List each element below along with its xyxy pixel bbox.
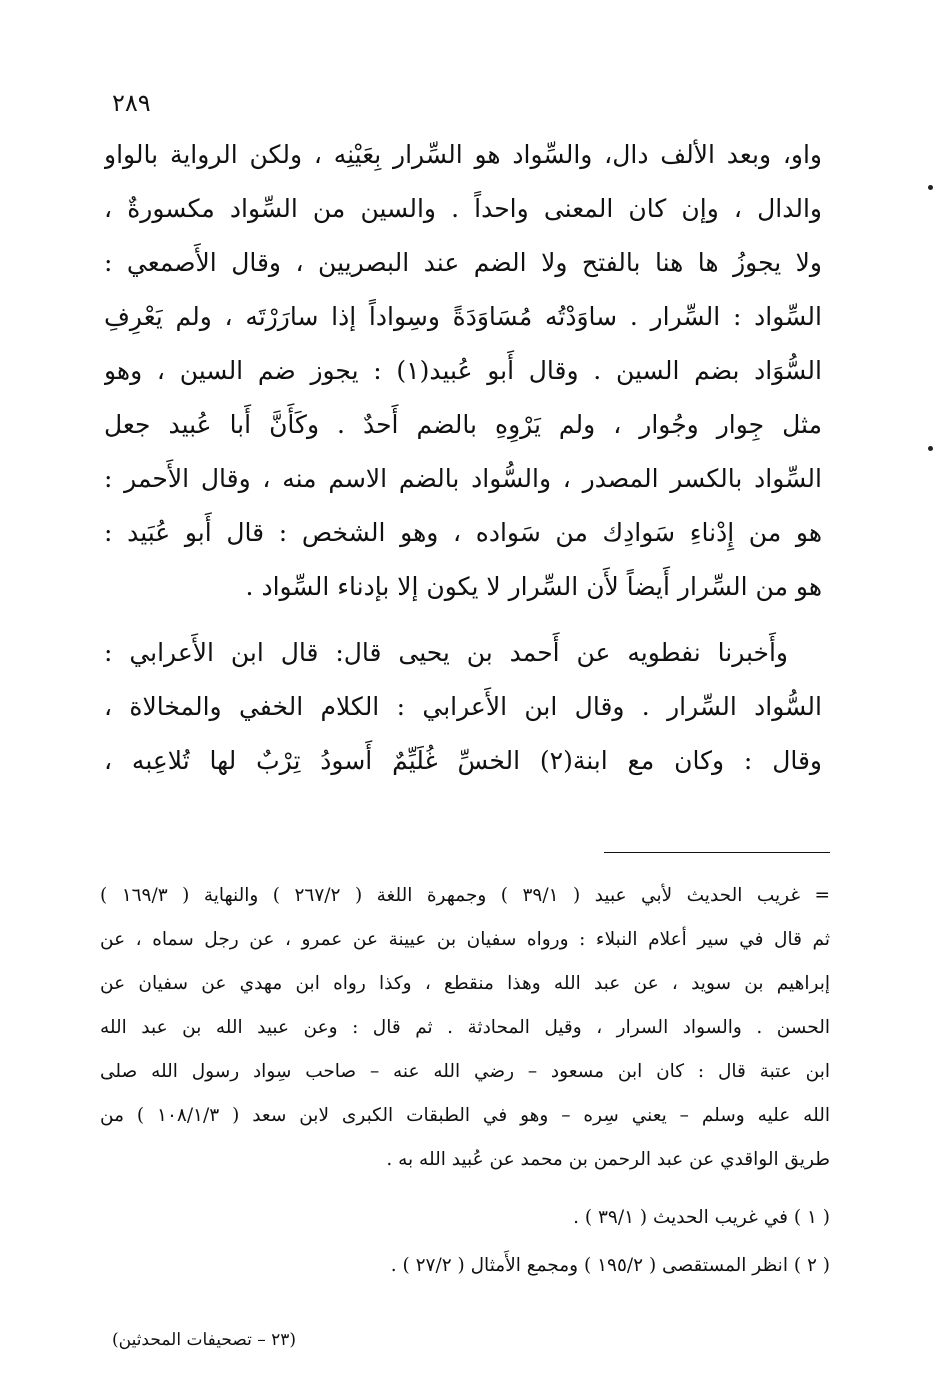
text-line: السُّوَاد بضم السين . وقال أَبو عُبيد(١) : يجوز ضم السين ، وهو [104,356,822,385]
footnote-separator [604,852,830,853]
footnotes-section [100,874,830,1288]
paragraph-gap [104,614,822,626]
note-line: ثم قال في سير أعلام النبلاء : ورواه سفيان بن عيينة عن عمرو ، عن رجل سماه ، عن [100,929,830,950]
page-number: ٢٨٩ [112,89,151,117]
text-line: ولا يجوزُ ها هنا بالفتح ولا الضم عند البصريين ، وقال الأَصمعي : [104,248,822,277]
text-line: وأَخبرنا نفطويه عن أَحمد بن يحيى قال: قال ابن الأَعرابي : [104,638,788,667]
text-line: واو، وبعد الألف دال، والسِّواد هو السِّرار بِعَيْنِه ، ولكن الرواية بالواو [104,140,822,169]
note-line: طريق الواقدي عن عبد الرحمن بن محمد عن عُبيد الله به . [386,1149,830,1170]
text-line: السُّواد السِّرار . وقال ابن الأَعرابي : الكلام الخفي والمخالاة ، [104,692,822,721]
footnote-2: ( ٢ ) انظر المستقصى ( ١٩٥/٢ ) ومجمع الأَمثال ( ٢٧/٢ ) . [390,1255,830,1276]
note-line: ابن عتبة قال : كان ابن مسعود – رضي الله عنه – صاحب سِواد رسول الله صلى [100,1061,830,1082]
main-text [104,128,822,788]
signature-mark: (٢٣ – تصحيفات المحدثين) [112,1330,297,1350]
note-line: = غريب الحديث لأبي عبيد ( ٣٩/١ ) وجمهرة اللغة ( ٢٦٧/٢ ) والنهاية ( ١٦٩/٣ ) [100,885,830,906]
footnote-1: ( ١ ) في غريب الحديث ( ٣٩/١ ) . [573,1207,830,1228]
note-line: إبراهيم بن سويد ، عن عبد الله وهذا منقطع ، وكذا رواه ابن مهدي عن سفيان عن [100,973,830,994]
margin-dot [928,446,933,451]
note-line: الحسن . والسواد السرار ، وقيل المحادثة . ثم قال : وعن عبيد الله بن عبد الله [100,1017,830,1038]
text-line: السِّواد بالكسر المصدر ، والسُّواد بالضم الاسم منه ، وقال الأَحمر : [104,464,822,493]
text-line: والدال ، وإن كان المعنى واحداً . والسين من السِّواد مكسورةٌ ، [104,194,822,223]
text-line: وقال : وكان مع ابنة(٢) الخسِّ غُلَيِّمٌ أَسودُ تِرْبٌ لها تُلاعِبه ، [104,746,822,775]
note-line: الله عليه وسلم – يعني سِره – وهو في الطبقات الكبرى لابن سعد ( ١٠٨/١/٣ ) من [100,1105,830,1126]
text-line: مثل جِوار وجُوار ، ولم يَرْوِهِ بالضم أَحدٌ . وكَأَنَّ أَبا عُبيد جعل [104,410,822,439]
text-line: السِّواد : السِّرار . ساوَدْتُه مُسَاوَدَةً وسِواداً إذا سارَرْتَه ، ولم يَعْرِفِ [104,302,822,331]
margin-dot [928,185,933,190]
text-line: هو من إِدْناءِ سَوادِك من سَواده ، وهو الشخص : قال أَبو عُبَيد : [104,518,822,547]
text-line: هو من السِّرار أَيضاً لأَن السِّرار لا يكون إلا بإدناء السِّواد . [245,572,822,601]
